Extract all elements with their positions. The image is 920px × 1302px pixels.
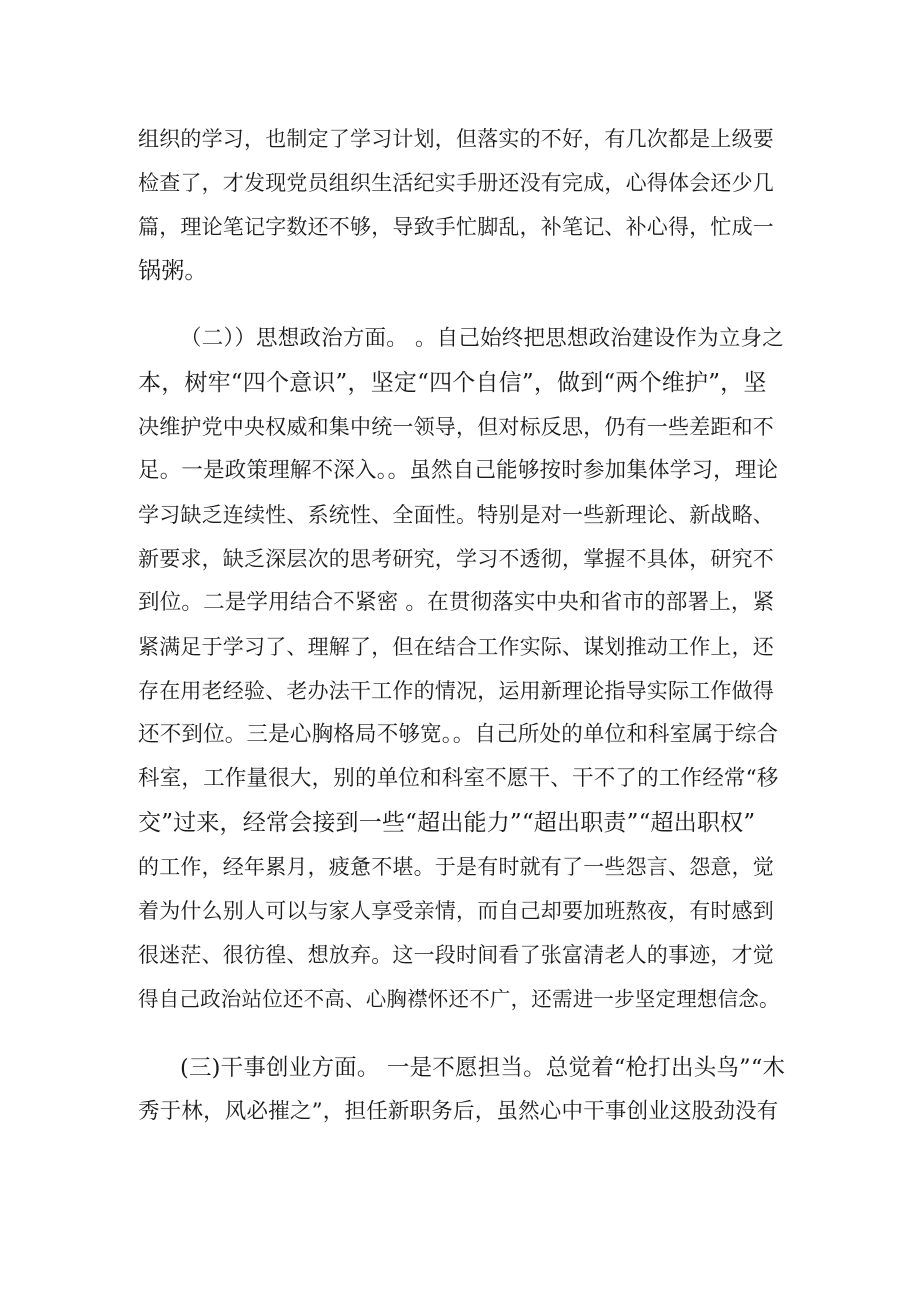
text-line: 科室，工作量很大，别的单位和科室不愿干、干不了的工作经常“移	[138, 766, 779, 791]
text-line: (三)干事创业方面。 一是不愿担当。总觉着“枪打出头鸟”“木	[180, 1055, 786, 1081]
text-line: 锅粥。	[138, 258, 208, 284]
text-line: 本，树牢“四个意识”，坚定“四个自信”，做到“两个维护”，坚	[138, 370, 767, 396]
text-line: 新要求，缺乏深层次的思考研究，学习不透彻，掌握不具体，研究不	[138, 547, 774, 571]
text-line: 的工作，经年累月，疲惫不堪。于是有时就有了一些怨言、怨意，觉	[138, 855, 774, 879]
text-line: 秀于林，风必摧之”，担任新职务后，虽然心中干事创业这股劲没有	[138, 1099, 779, 1124]
text-line: 紧满足于学习了、理解了，但在结合工作实际、谋划推动工作上，还	[138, 635, 774, 659]
text-line: 足。一是政策理解不深入。。虽然自己能够按时参加集体学习，理论	[138, 458, 779, 483]
text-line: 决维护党中央权威和集中统一领导，但对标反思，仍有一些差距和不	[138, 415, 774, 439]
text-line: （二））思想政治方面。 。自己始终把思想政治建设作为立身之	[180, 326, 784, 351]
text-line: 到位。二是学用结合不紧密 。在贯彻落实中央和省市的部署上，紧	[138, 590, 775, 615]
text-line: 组织的学习，也制定了学习计划，但落实的不好，有几次都是上级要	[138, 127, 774, 151]
text-line: 得自己政治站位还不高、心胸襟怀还不广，还需进一步坚定理想信念。	[138, 987, 780, 1011]
text-line: 还不到位。三是心胸格局不够宽。。自己所处的单位和科室属于综合	[138, 722, 779, 747]
text-line: 着为什么别人可以与家人享受亲情，而自己却要加班熬夜，有时感到	[138, 899, 774, 923]
text-line: 很迷茫、很彷徨、想放弃。这一段时间看了张富清老人的事迹，才觉	[138, 943, 774, 967]
text-line: 学习缺乏连续性、系统性、全面性。特别是对一些新理论、新战略、	[138, 503, 774, 527]
text-line: 篇，理论笔记字数还不够，导致手忙脚乱，补笔记、补心得，忙成一	[138, 215, 774, 239]
text-line: 存在用老经验、老办法干工作的情况，运用新理论指导实际工作做得	[138, 679, 774, 703]
text-line: 检查了，才发现党员组织生活纪实手册还没有完成，心得体会还少几	[138, 171, 774, 195]
text-line: 交”过来，经常会接到一些“超出能力”“超出职责”“超出职权”	[138, 810, 756, 836]
